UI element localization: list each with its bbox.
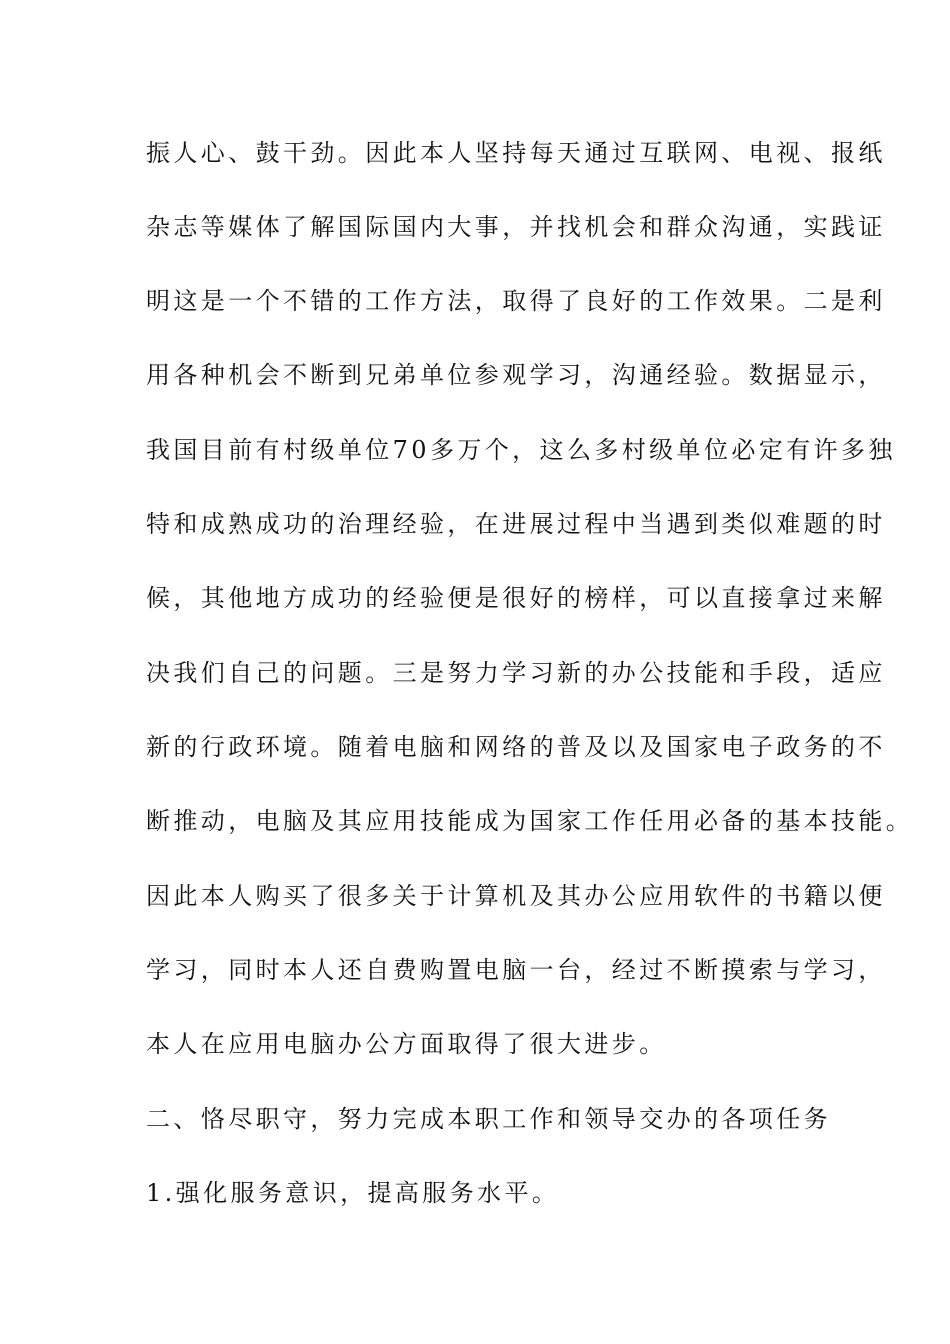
paragraph-line: 因此本人购买了很多关于计算机及其办公应用软件的书籍以便 bbox=[146, 882, 886, 910]
paragraph-line: 我国目前有村级单位70多万个，这么多村级单位必定有许多独 bbox=[146, 436, 896, 464]
paragraph-line: 决我们自己的问题。三是努力学习新的办公技能和手段，适应 bbox=[146, 659, 886, 687]
section-heading: 二、恪尽职守，努力完成本职工作和领导交办的各项任务 bbox=[146, 1105, 831, 1133]
paragraph-line: 明这是一个不错的工作方法，取得了良好的工作效果。二是利 bbox=[146, 287, 886, 315]
paragraph-line: 用各种机会不断到兄弟单位参观学习，沟通经验。数据显示， bbox=[146, 361, 886, 389]
paragraph-line: 新的行政环境。随着电脑和网络的普及以及国家电子政务的不 bbox=[146, 733, 886, 761]
subsection-heading: 1.强化服务意识，提高服务水平。 bbox=[146, 1179, 560, 1207]
paragraph-line: 断推动，电脑及其应用技能成为国家工作任用必备的基本技能。 bbox=[146, 807, 914, 835]
paragraph-line: 杂志等媒体了解国际国内大事，并找机会和群众沟通，实践证 bbox=[146, 213, 886, 241]
paragraph-line: 振人心、鼓干劲。因此本人坚持每天通过互联网、电视、报纸 bbox=[146, 139, 886, 167]
paragraph-line: 学习，同时本人还自费购置电脑一台，经过不断摸索与学习， bbox=[146, 956, 886, 984]
paragraph-line: 本人在应用电脑办公方面取得了很大进步。 bbox=[146, 1030, 667, 1058]
paragraph-line: 特和成熟成功的治理经验，在进展过程中当遇到类似难题的时 bbox=[146, 510, 886, 538]
paragraph-line: 候，其他地方成功的经验便是很好的榜样，可以直接拿过来解 bbox=[146, 584, 886, 612]
